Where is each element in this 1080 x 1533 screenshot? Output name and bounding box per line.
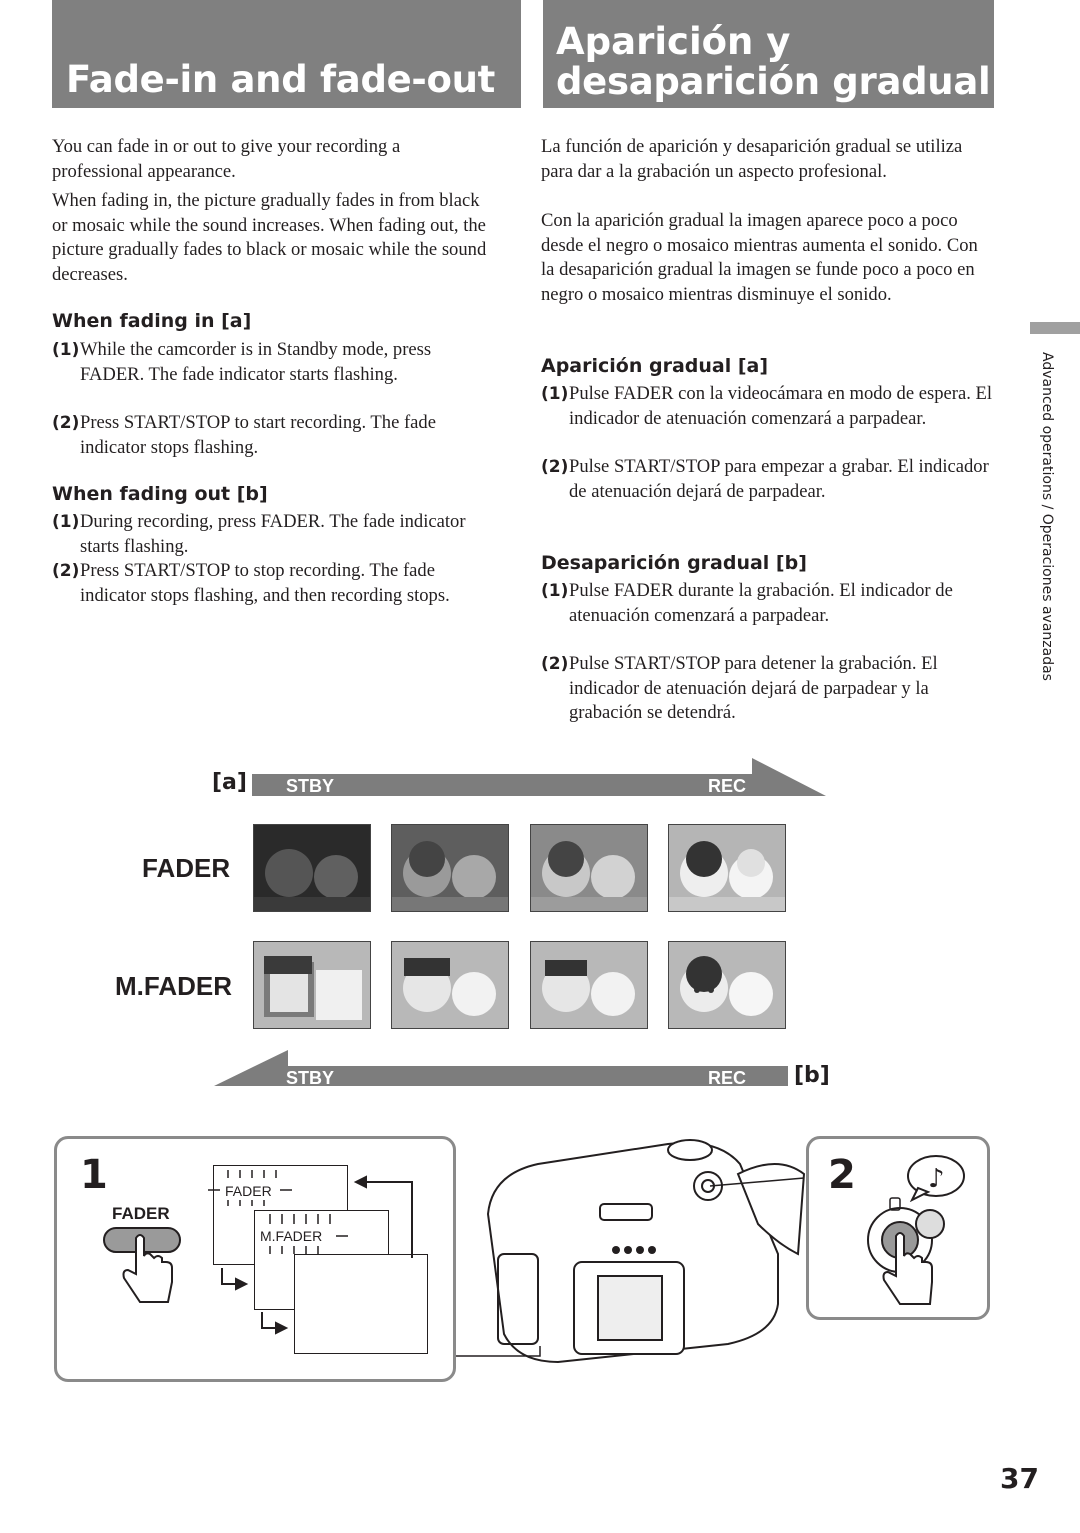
finger-press-icon [102,1224,182,1308]
stby-label-bottom: STBY [286,1068,335,1088]
heading-desaparicion: Desaparición gradual [b] [541,552,807,574]
figure-label-a: [a] [212,770,247,795]
step-text: During recording, press FADER. The fade indicator starts flashing. [80,511,466,557]
step1-number: 1 [80,1152,108,1198]
fader-frame-1 [253,824,371,912]
mfader-frame-4 [668,941,786,1029]
step-number: (1) [52,512,80,532]
step-text: Press START/STOP to start recording. The fade indicator stops flashing. [80,412,436,458]
spanish-intro-2: Con la aparición gradual la imagen aparece poco a poco desde el negro o mosaico mientras aumenta el sonido. Con la desaparición gradual la imagen se funde poco a poco en negro o mosaico mientras disminuye el sonido. [541,210,978,305]
step-text: Pulse FADER durante la grabación. El indicador de atenuación comenzará a parpadear. [569,580,953,626]
spanish-fade-in-step-2 [541,455,994,504]
spanish-fade-in-step-1 [541,382,994,431]
title-spanish-line2: desaparición gradual [556,60,991,103]
step-number: (1) [541,581,569,601]
english-intro-2: When fading in, the picture gradually fades in from black or mosaic while the sound increases. When fading out, the picture gradually fades to black or mosaic while the sound decreases. [52,190,487,285]
rec-label-top: REC [708,776,747,796]
english-fade-out-step-2 [52,559,492,608]
english-fade-in-step-1 [52,338,492,387]
mfader-label: M.FADER [115,971,232,1001]
step-number: (2) [541,654,569,674]
step-text: Pulse FADER con la videocámara en modo de espera. El indicador de atenuación comenzará a parpadear. [569,383,993,429]
stby-label-top: STBY [286,776,335,796]
title-english: Fade-in and fade-out [66,58,496,101]
figure-label-b: [b] [794,1063,830,1088]
svg-text:♪: ♪ [928,1164,945,1194]
step-number: (1) [52,340,80,360]
fader-label: FADER [142,853,231,883]
english-fade-in-step-2 [52,411,492,460]
rec-label-bottom: REC [708,1068,747,1088]
heading-fading-in: When fading in [a] [52,310,252,332]
header-gap [521,0,543,108]
beep-sound-icon [904,1154,966,1202]
heading-aparicion: Aparición gradual [a] [541,355,769,377]
fader-frame-3 [530,824,648,912]
mfader-frame-2 [391,941,509,1029]
step-number: (1) [541,384,569,404]
english-intro-1: You can fade in or out to give your recording a professional appearance. [52,136,401,182]
fader-frame-4 [668,824,786,912]
mfader-frame-3 [530,941,648,1029]
step-text: While the camcorder is in Standby mode, press FADER. The fade indicator starts flashing. [80,339,432,385]
step-text: Pulse START/STOP para empezar a grabar. El indicador de atenuación dejará de parpadear. [569,456,989,502]
spanish-fade-out-step-2 [541,652,994,726]
spanish-intro-1: La función de aparición y desaparición gradual se utiliza para dar a la grabación un aspecto profesional. [541,136,963,182]
heading-fading-out: When fading out [b] [52,483,268,505]
page-number: 37 [1000,1462,1039,1495]
mfader-frame-1 [253,941,371,1029]
fader-frame-2 [391,824,509,912]
fader-button-label: FADER [112,1204,170,1223]
step-number: (2) [52,561,80,581]
start-stop-dial-icon [860,1196,950,1308]
step-text: Pulse START/STOP para detener la grabación. El indicador de atenuación dejará de parpadear y la grabación se detendrá. [569,653,938,723]
step-number: (2) [541,457,569,477]
menu-fader-label: FADER [225,1183,272,1199]
english-fade-out-step-1 [52,510,492,559]
step-text: Press START/STOP to stop recording. The fade indicator stops flashing, and then recording stops. [80,560,450,606]
title-spanish-line1: Aparición y [556,20,791,63]
menu-cycle-arrows [216,1172,416,1342]
step2-number: 2 [828,1152,856,1198]
side-tab-marker [1030,322,1080,334]
spanish-fade-out-step-1 [541,579,994,628]
step-number: (2) [52,413,80,433]
menu-mfader-label: M.FADER [260,1228,323,1244]
side-tab-label: Advanced operations / Operaciones avanzadas [1039,352,1055,681]
pointer-line [456,1320,546,1360]
